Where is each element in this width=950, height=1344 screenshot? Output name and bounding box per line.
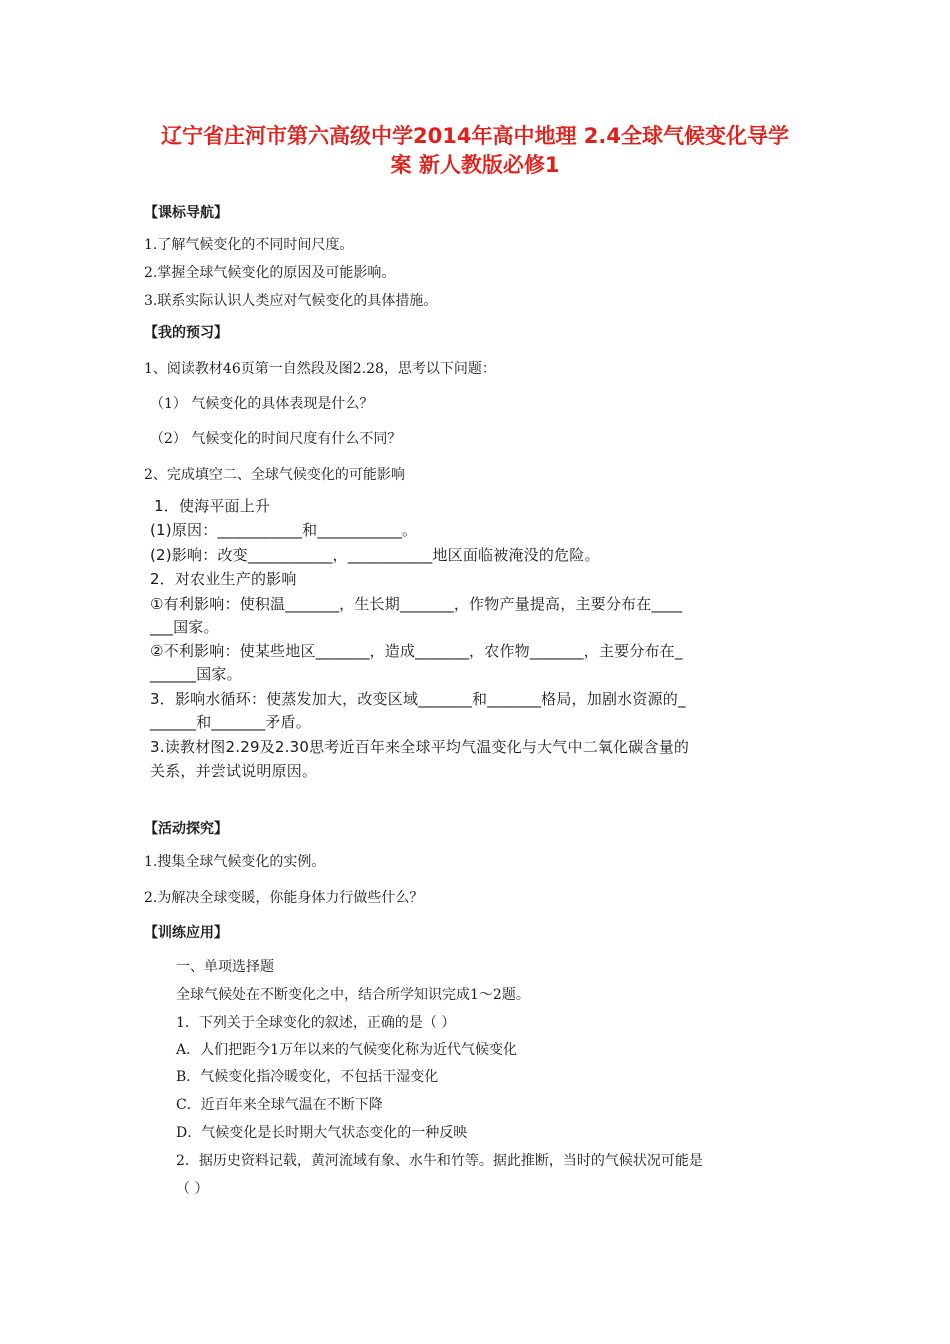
question-1-option-a: A．人们把距今1万年以来的气候变化称为近代气候变化 <box>176 1042 518 1058</box>
section-heading-yuxi: 【我的预习】 <box>144 325 228 341</box>
fill-line-4: 2．对农业生产的影响 <box>150 570 297 588</box>
fill-line-7: ②不利影响：使某些地区_______，造成_______，农作物_______，主要分布在_ <box>150 642 683 660</box>
title-line-2: 案 新人教版必修1 <box>390 153 560 177</box>
fill-line-6: ___国家。 <box>150 618 219 636</box>
section-heading-kebiao: 【课标导航】 <box>144 205 228 221</box>
yuxi-task-2: 2、完成填空二、全球气候变化的可能影响 <box>144 467 405 483</box>
fill-line-1: 1．使海平面上升 <box>154 497 271 515</box>
fill-line-8: ______国家。 <box>150 665 242 683</box>
fill-line-9: 3．影响水循环：使蒸发加大，改变区域_______和_______格局，加剧水资源的_ <box>150 690 686 708</box>
huodong-item-2: 2.为解决全球变暖，你能身体力行做些什么？ <box>144 890 424 906</box>
kebiao-item-2: 2.掌握全球气候变化的原因及可能影响。 <box>144 265 396 281</box>
question-2: 2．据历史资料记载，黄河流域有象、水牛和竹等。据此推断，当时的气候状况可能是 <box>176 1153 703 1169</box>
yuxi-intro: 1、阅读教材46页第一自然段及图2.28，思考以下问题： <box>144 361 496 377</box>
question-2-paren: （ ） <box>176 1181 209 1197</box>
fill-line-2: (1)原因：___________和___________。 <box>150 521 418 539</box>
xunlian-part: 一、单项选择题 <box>176 959 274 975</box>
yuxi-question-1: （1） 气候变化的具体表现是什么？ <box>150 396 374 412</box>
xunlian-stem: 全球气候处在不断变化之中，结合所学知识完成1～2题。 <box>176 987 530 1003</box>
document-title <box>130 122 820 180</box>
question-1-option-c: C．近百年来全球气温在不断下降 <box>176 1097 383 1113</box>
fill-line-3: (2)影响：改变___________，___________地区面临被淹没的危险。 <box>150 546 600 564</box>
question-1-option-d: D．气候变化是长时期大气状态变化的一种反映 <box>176 1125 468 1141</box>
title-line-1: 辽宁省庄河市第六高级中学2014年高中地理 2.4全球气候变化导学 <box>161 124 789 148</box>
section-heading-xunlian: 【训练应用】 <box>144 925 228 941</box>
question-1-option-b: B．气候变化指冷暖变化，不包括干湿变化 <box>176 1069 439 1085</box>
fill-line-5: ①有利影响：使积温_______，生长期_______，作物产量提高，主要分布在____ <box>150 595 683 613</box>
fill-line-11: 3.读教材图2.29及2.30思考近百年来全球平均气温变化与大气中二氧化碳含量的 <box>150 738 690 756</box>
section-heading-huodong: 【活动探究】 <box>144 821 228 837</box>
kebiao-item-3: 3.联系实际认识人类应对气候变化的具体措施。 <box>144 293 438 309</box>
question-1: 1．下列关于全球变化的叙述，正确的是（ ） <box>176 1015 456 1031</box>
kebiao-item-1: 1.了解气候变化的不同时间尺度。 <box>144 237 354 253</box>
huodong-item-1: 1.搜集全球气候变化的实例。 <box>144 854 326 870</box>
fill-line-12: 关系，并尝试说明原因。 <box>150 762 318 780</box>
fill-line-10: ______和_______矛盾。 <box>150 713 311 731</box>
yuxi-question-2: （2） 气候变化的时间尺度有什么不同？ <box>150 431 402 447</box>
